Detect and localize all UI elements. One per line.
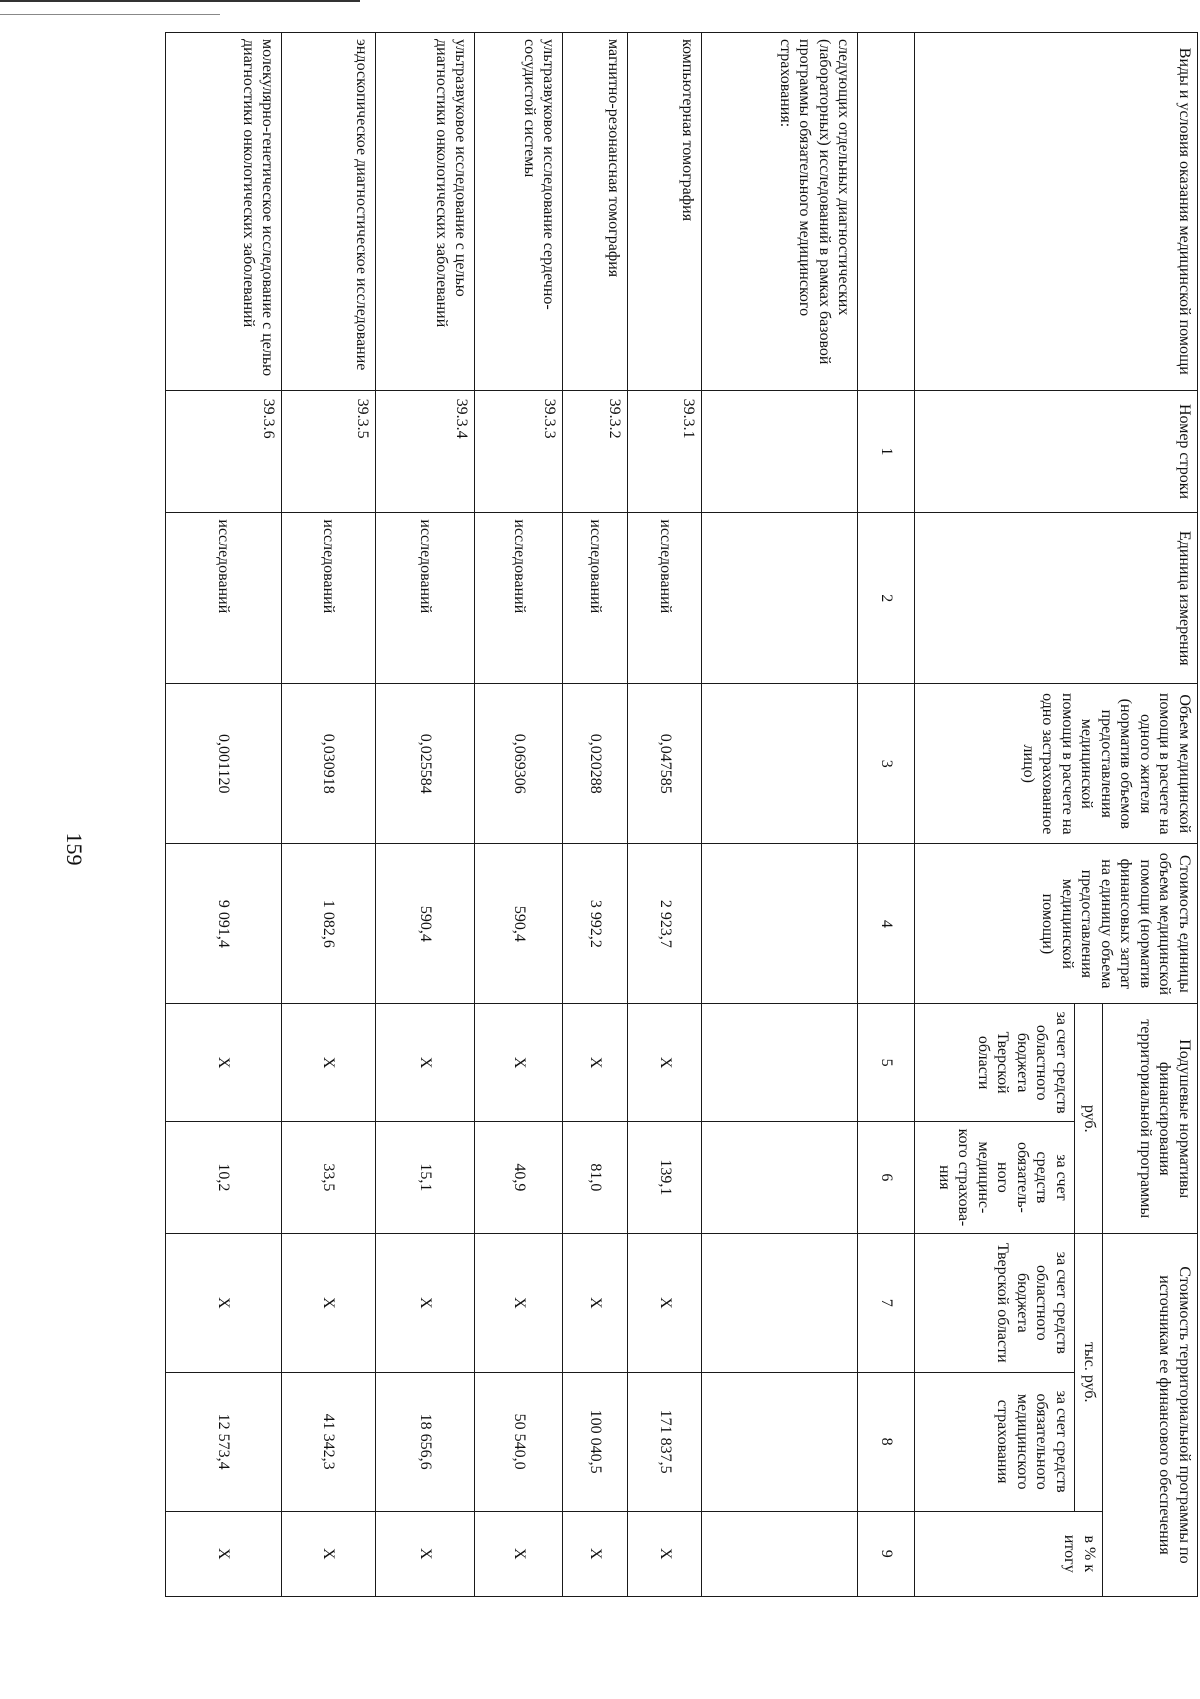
row-percent: Х [563,1511,628,1596]
rotated-table-container [165,32,1198,1597]
row-code: 39.3.5 [282,390,376,513]
row-name: молекулярно-генетическое исследование с целью диагностики онкологических заболеваний [166,33,282,391]
header-pc-oms: за счет средств обязатель-ного медицинс-кого страхова-ния [915,1121,1075,1233]
intro-row-label: следующих отдельных диагностических (лабораторных) исследований в рамках базовой программы обязательного медицинского страхования: [702,33,858,391]
row-pc-budget: Х [166,1004,282,1121]
row-name: компьютерная томография [628,33,702,391]
table-row [628,33,702,1597]
row-pc-oms: 81,0 [563,1121,628,1233]
header-types-of-care: Виды и условия оказания медицинской помощи [915,33,1198,391]
header-unit: Единица измерения [915,513,1198,684]
table-row [166,33,282,1597]
row-unit: исследований [563,513,628,684]
row-tc-budget: Х [563,1233,628,1372]
column-index: 3 [858,684,915,844]
column-index: 8 [858,1372,915,1511]
column-index: 1 [858,390,915,513]
header-pc-regional-budget: за счет средств областного бюджета Тверской области [915,1004,1075,1121]
header-per-capita-group: Подушевые нормативы финансирования территориальной программы [1103,1004,1198,1234]
row-unit-cost: 2 923,7 [628,844,702,1004]
row-name: магнитно-резонансная томография [563,33,628,391]
row-tc-oms: 100 040,5 [563,1372,628,1511]
row-pc-budget: Х [282,1004,376,1121]
column-index: 2 [858,513,915,684]
row-tc-budget: Х [475,1233,563,1372]
row-name: ультразвуковое исследование с целью диагностики онкологических заболеваний [376,33,475,391]
row-code: 39.3.6 [166,390,282,513]
row-pc-oms: 10,2 [166,1121,282,1233]
row-tc-oms: 18 656,6 [376,1372,475,1511]
table-row [282,33,376,1597]
row-pc-budget: Х [563,1004,628,1121]
header-tc-regional-budget: за счет средств областного бюджета Тверской области [915,1233,1075,1372]
column-index: 7 [858,1233,915,1372]
row-percent: Х [376,1511,475,1596]
header-unit-cost: Стоимость единицы объема медицинской помощи (норматив финансовых затрат на единицу объема предоставления медицинской помощи) [915,844,1198,1004]
row-code: 39.3.3 [475,390,563,513]
row-unit: исследований [376,513,475,684]
row-pc-budget: Х [475,1004,563,1121]
header-rub: руб. [1075,1004,1103,1234]
column-index: 4 [858,844,915,1004]
column-index: 6 [858,1121,915,1233]
row-unit: исследований [475,513,563,684]
row-unit: исследований [166,513,282,684]
column-index [858,33,915,391]
row-volume: 0,001120 [166,684,282,844]
row-unit-cost: 1 082,6 [282,844,376,1004]
row-percent: Х [628,1511,702,1596]
row-pc-oms: 139,1 [628,1121,702,1233]
header-tc-oms: за счет средств обязательного медицинского страхования [915,1372,1075,1511]
row-code: 39.3.1 [628,390,702,513]
column-index: 9 [858,1511,915,1596]
row-code: 39.3.2 [563,390,628,513]
row-pc-oms: 15,1 [376,1121,475,1233]
row-unit-cost: 9 091,4 [166,844,282,1004]
row-volume: 0,025584 [376,684,475,844]
row-percent: Х [166,1511,282,1596]
row-tc-budget: Х [282,1233,376,1372]
row-unit-cost: 590,4 [475,844,563,1004]
row-tc-budget: Х [628,1233,702,1372]
row-pc-budget: Х [376,1004,475,1121]
table-row [475,33,563,1597]
row-unit: исследований [628,513,702,684]
row-tc-budget: Х [166,1233,282,1372]
row-unit-cost: 590,4 [376,844,475,1004]
row-percent: Х [282,1511,376,1596]
financing-table [165,32,1198,1597]
header-thousand-rub: тыс. руб. [1075,1233,1103,1511]
row-unit-cost: 3 992,2 [563,844,628,1004]
row-pc-budget: Х [628,1004,702,1121]
scan-edge-line [0,0,360,2]
row-volume: 0,069306 [475,684,563,844]
table-row [376,33,475,1597]
row-pc-oms: 33,5 [282,1121,376,1233]
column-index-row [858,33,915,1597]
row-tc-oms: 12 573,4 [166,1372,282,1511]
column-index: 5 [858,1004,915,1121]
page-number: 159 [62,832,87,866]
row-tc-oms: 171 837,5 [628,1372,702,1511]
header-percent-total: в % к итогу [915,1511,1103,1596]
header-program-cost-group: Стоимость территориальной программы по источникам ее финансового обеспечения [1103,1233,1198,1596]
row-unit: исследований [282,513,376,684]
row-tc-budget: Х [376,1233,475,1372]
scan-edge-line [0,14,220,15]
table-row [563,33,628,1597]
header-row-number: Номер строки [915,390,1198,513]
row-code: 39.3.4 [376,390,475,513]
row-tc-oms: 50 540,0 [475,1372,563,1511]
row-pc-oms: 40,9 [475,1121,563,1233]
row-volume: 0,030918 [282,684,376,844]
row-volume: 0,047585 [628,684,702,844]
intro-row [702,33,858,1597]
row-tc-oms: 41 342,3 [282,1372,376,1511]
header-volume: Объем медицинской помощи в расчете на одного жителя (норматив объемов предоставления медицинской помощи в расчете на одно застрахованное лицо) [915,684,1198,844]
row-name: эндоскопическое диагностическое исследование [282,33,376,391]
row-volume: 0,020288 [563,684,628,844]
row-name: ультразвуковое исследование сердечно-сосудистой системы [475,33,563,391]
row-percent: Х [475,1511,563,1596]
